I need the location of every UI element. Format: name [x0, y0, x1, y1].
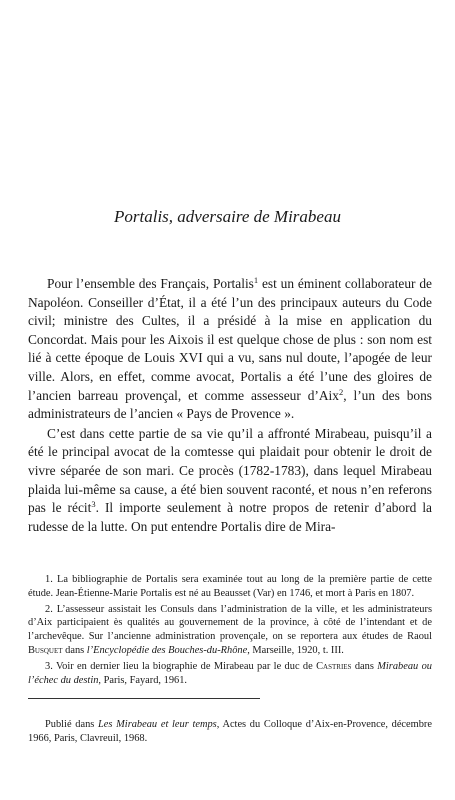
paragraph-1-text-c: , l’un des bons administrateurs de l’ancien « Pays de Provence ». — [28, 387, 432, 422]
source-note-text-b: , Actes du Colloque d’Aix-en-Provence, décembre 1966, Paris, Clavreuil, 1968. — [28, 719, 433, 744]
footnote-2-work: l’Encyclopédie des Bouches-du-Rhône — [86, 644, 248, 656]
body-text — [28, 275, 432, 536]
footnote-ref-1: 1 — [253, 275, 259, 285]
footnote-3 — [28, 660, 432, 688]
source-note — [28, 718, 432, 746]
footnote-2-text-b: dans — [62, 644, 87, 656]
footnote-3-text-b: dans — [351, 660, 378, 672]
footnote-ref-3: 3 — [91, 499, 96, 510]
footnotes — [28, 573, 432, 687]
footnote-1: 1. La bibliographie de Portalis sera examinée tout au long de la première partie de cette étude. Jean-Étienne-Marie Portalis est né au Beausset (Var) en 1746, et mort à Paris en 1807. — [28, 574, 432, 599]
footnote-2 — [28, 603, 432, 658]
footnote-2-text-a: 2. L’assesseur assistait les Consuls dans l’administration de la ville, et les administrateurs d’Aix participaient ès qualités au gouvernement de la province, à côté de l’intendant et de l’archevêque. Sur l’ancienne administration provençale, on se reportera aux études de Raoul — [28, 603, 432, 643]
footnote-3-text-c: , Paris, Fayard, 1961. — [98, 674, 188, 686]
source-note-text-a: Publié dans — [45, 719, 99, 730]
paragraph-2-text-b: . Il importe seulement à notre propos de retenir d’abord la rudesse de la lutte. On put entendre Portalis dire de Mira- — [28, 500, 432, 534]
paragraph-2-text-a: C’est dans cette partie de sa vie qu’il a affronté Mirabeau, puisqu’il a été le principal avocat de la comtesse qui plaidait pour obtenir le droit de vivre séparée de son mari. Ce procès (1782-1783), dans lequel Mirabeau plaida lui-même sa cause, a été bien souvent raconté, et nous n’en referons pas le récit — [28, 425, 432, 516]
footnote-2-text-c: , Marseille, 1920, t. III. — [247, 644, 344, 656]
footnote-3-work: Mirabeau ou l’échec du destin — [28, 660, 432, 686]
footnote-3-author: Castries — [316, 660, 352, 672]
source-divider — [28, 698, 260, 699]
paragraph-1 — [28, 275, 432, 424]
paragraph-1-text-a: Pour l’ensemble des Français, Portalis — [47, 276, 254, 291]
footnote-ref-2: 2 — [338, 386, 344, 397]
footnote-2-author: Busquet — [28, 644, 63, 656]
chapter-title: Portalis, adversaire de Mirabeau — [114, 207, 341, 226]
source-note-work: Les Mirabeau et leur temps — [98, 719, 217, 730]
footnote-3-text-a: 3. Voir en dernier lieu la biographie de Mirabeau par le duc de — [45, 660, 317, 672]
paragraph-2 — [28, 425, 432, 537]
paragraph-1-text-b: est un éminent collaborateur de Napoléon. Conseiller d’État, il a été l’un des principaux auteurs du Code civil; ministre des Cultes, il a présidé à la mise en application du Concordat. Mais pour les Aixois il est quelque chose de plus : son nom est lié à cette époque de Louis XVI qui a vu, sans nul doute, l’apogée de leur ville. Alors, en effet, comme avocat, Portalis a été l’une des gloires de l’ancien barreau provençal, et comme assesseur d’Aix — [28, 276, 432, 403]
source-note-text — [28, 718, 432, 746]
